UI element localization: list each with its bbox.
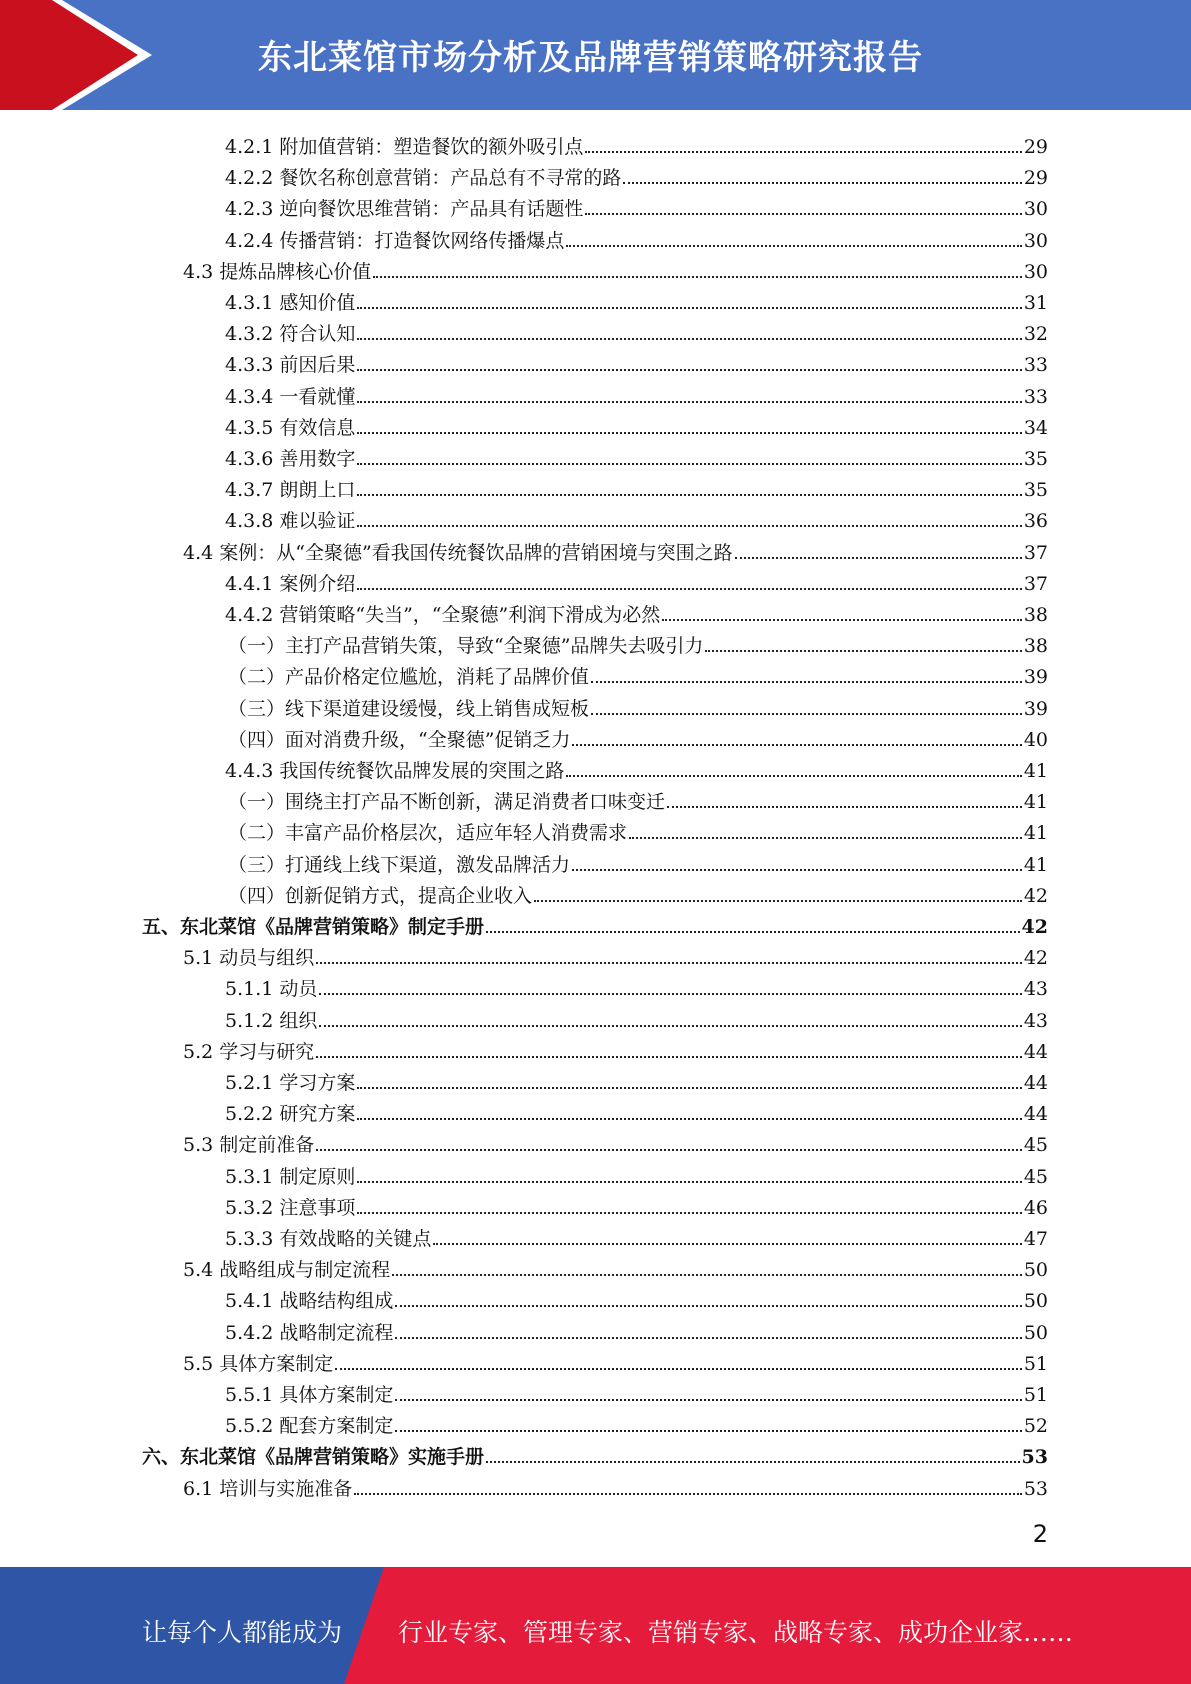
toc-dot-leader <box>373 276 1022 278</box>
toc-entry-label: 5.1.1 动员 <box>225 978 318 1001</box>
toc-entry-page: 39 <box>1023 697 1048 720</box>
toc-entry-page: 41 <box>1023 853 1048 876</box>
toc-dot-leader <box>705 650 1021 652</box>
toc-dot-leader <box>357 369 1021 371</box>
toc-entry[interactable] <box>225 127 1048 158</box>
toc-entry-page: 50 <box>1023 1321 1048 1344</box>
toc-entry-label: 4.3.3 前因后果 <box>225 354 356 377</box>
toc-entry-label: 4.3 提炼品牌核心价值 <box>183 260 372 283</box>
toc-entry-label: （四）创新促销方式，提高企业收入 <box>228 884 533 907</box>
toc-entry-page: 50 <box>1023 1259 1048 1282</box>
toc-entry-page: 37 <box>1023 572 1048 595</box>
footer-slogan-right: 行业专家、管理专家、营销专家、战略专家、成功企业家…… <box>398 1618 1074 1647</box>
toc-entry-page: 30 <box>1023 198 1048 221</box>
toc-entry-label: 4.3.1 感知价值 <box>225 292 356 314</box>
toc-dot-leader <box>572 869 1022 871</box>
toc-entry[interactable] <box>228 782 1048 813</box>
toc-entry[interactable] <box>228 845 1048 876</box>
toc-entry[interactable] <box>228 626 1048 657</box>
toc-entry[interactable] <box>142 907 1048 938</box>
toc-entry[interactable] <box>183 1125 1048 1156</box>
toc-entry-label: 5.5.1 具体方案制定 <box>225 1384 394 1406</box>
toc-entry[interactable] <box>183 1344 1048 1375</box>
toc-entry-page: 51 <box>1023 1352 1048 1375</box>
toc-entry-label: 4.4.1 案例介绍 <box>225 572 356 595</box>
toc-entry-page: 36 <box>1023 510 1048 533</box>
toc-entry-label: 4.3.8 难以验证 <box>225 510 356 533</box>
toc-entry-label: （三）线下渠道建设缓慢，线上销售成短板 <box>228 697 590 720</box>
report-title: 东北菜馆市场分析及品牌营销策略研究报告 <box>258 38 923 78</box>
page-footer <box>0 1567 1191 1684</box>
toc-entry-page: 33 <box>1023 354 1048 377</box>
toc-dot-leader <box>357 494 1021 496</box>
toc-entry-page: 41 <box>1023 760 1048 782</box>
toc-entry-label: （二）丰富产品价格层次，适应年轻人消费需求 <box>228 822 628 845</box>
toc-dot-leader <box>316 1149 1022 1151</box>
toc-entry-page: 38 <box>1023 635 1048 658</box>
toc-dot-leader <box>572 744 1021 746</box>
toc-entry-label: 5.5 具体方案制定 <box>183 1352 334 1375</box>
toc-entry-page: 34 <box>1023 416 1048 439</box>
toc-dot-leader <box>357 1212 1021 1214</box>
toc-entry-label: 五、东北菜馆《品牌营销策略》制定手册 <box>142 916 485 938</box>
toc-dot-leader <box>357 463 1021 465</box>
toc-entry-page: 35 <box>1023 448 1048 470</box>
toc-entry-page: 51 <box>1023 1384 1048 1406</box>
toc-dot-leader <box>395 1399 1021 1401</box>
toc-entry[interactable] <box>225 377 1048 408</box>
toc-dot-leader <box>357 307 1021 309</box>
toc-entry-page: 53 <box>1023 1477 1048 1500</box>
toc-entry-page: 35 <box>1023 479 1048 502</box>
toc-entry[interactable] <box>225 470 1048 501</box>
toc-entry-page: 42 <box>1023 947 1048 970</box>
toc-entry-page: 45 <box>1023 1134 1048 1157</box>
toc-entry[interactable] <box>225 751 1048 782</box>
toc-entry[interactable] <box>225 501 1048 532</box>
toc-entry-page: 38 <box>1023 604 1048 626</box>
toc-entry-label: 4.3.7 朗朗上口 <box>225 479 356 502</box>
toc-entry-label: （一）围绕主打产品不断创新，满足消费者口味变迁 <box>228 791 666 814</box>
toc-entry[interactable] <box>225 1313 1048 1344</box>
toc-entry-page: 39 <box>1023 666 1048 689</box>
toc-entry[interactable] <box>183 1469 1048 1500</box>
toc-entry[interactable] <box>225 221 1048 252</box>
toc-dot-leader <box>486 1461 1020 1463</box>
toc-entry-label: 5.1.2 组织 <box>225 1009 318 1032</box>
toc-dot-leader <box>662 619 1022 621</box>
toc-entry-page: 42 <box>1023 884 1048 907</box>
toc-entry-label: 4.2.4 传播营销：打造餐饮网络传播爆点 <box>225 229 565 252</box>
toc-dot-leader <box>357 338 1021 340</box>
toc-entry-label: 5.2.1 学习方案 <box>225 1072 356 1094</box>
toc-entry-page: 44 <box>1023 1072 1048 1094</box>
toc-entry-label: 5.4 战略组成与制定流程 <box>183 1259 391 1282</box>
toc-entry[interactable] <box>183 252 1048 283</box>
toc-dot-leader <box>335 1368 1022 1370</box>
red-arrow-decoration <box>0 0 160 110</box>
toc-entry[interactable] <box>225 1219 1048 1250</box>
toc-dot-leader <box>629 837 1022 839</box>
toc-entry[interactable] <box>228 689 1048 720</box>
toc-entry[interactable] <box>228 813 1048 844</box>
page-number: 2 <box>1032 1520 1048 1548</box>
toc-dot-leader <box>585 213 1021 215</box>
toc-dot-leader <box>392 1274 1022 1276</box>
toc-entry-label: 六、东北菜馆《品牌营销策略》实施手册 <box>142 1446 485 1469</box>
toc-entry-label: 4.3.4 一看就懂 <box>225 385 356 408</box>
toc-entry-page: 41 <box>1023 822 1048 845</box>
toc-entry-label: 4.3.5 有效信息 <box>225 416 356 439</box>
toc-entry-label: 5.3 制定前准备 <box>183 1134 315 1157</box>
toc-entry[interactable] <box>225 189 1048 220</box>
toc-entry-label: 5.4.2 战略制定流程 <box>225 1321 394 1344</box>
toc-entry[interactable] <box>228 657 1048 688</box>
toc-entry[interactable] <box>225 1094 1048 1125</box>
toc-dot-leader <box>585 151 1021 153</box>
toc-entry-label: 4.4.2 营销策略“失当”，“全聚德”利润下滑成为必然 <box>225 604 661 626</box>
toc-entry-page: 29 <box>1023 136 1048 158</box>
toc-dot-leader <box>395 1430 1021 1432</box>
toc-entry-label: 4.2.3 逆向餐饮思维营销：产品具有话题性 <box>225 198 584 221</box>
toc-entry[interactable] <box>225 1063 1048 1094</box>
toc-entry[interactable] <box>225 439 1048 470</box>
toc-entry[interactable] <box>228 720 1048 751</box>
toc-entry-page: 42 <box>1021 916 1048 938</box>
toc-entry[interactable] <box>225 283 1048 314</box>
toc-dot-leader <box>566 245 1021 247</box>
toc-entry-page: 32 <box>1023 323 1048 346</box>
toc-entry[interactable] <box>225 345 1048 376</box>
toc-dot-leader <box>357 588 1021 590</box>
toc-entry-page: 41 <box>1023 791 1048 814</box>
toc-entry[interactable] <box>225 1188 1048 1219</box>
toc-dot-leader <box>395 1305 1021 1307</box>
toc-entry-label: 4.2.2 餐饮名称创意营销：产品总有不寻常的路 <box>225 167 622 190</box>
page-header <box>0 0 1191 110</box>
toc-entry-page: 50 <box>1023 1290 1048 1313</box>
toc-dot-leader <box>357 525 1021 527</box>
toc-entry[interactable] <box>225 408 1048 439</box>
toc-dot-leader <box>486 931 1020 933</box>
toc-dot-leader <box>667 806 1022 808</box>
toc-dot-leader <box>316 1056 1022 1058</box>
toc-entry-page: 33 <box>1023 385 1048 408</box>
toc-entry[interactable] <box>225 1406 1048 1437</box>
toc-entry-page: 43 <box>1023 1009 1048 1032</box>
toc-entry-page: 37 <box>1023 541 1048 564</box>
toc-entry[interactable] <box>225 314 1048 345</box>
toc-entry[interactable] <box>183 533 1048 564</box>
toc-entry-label: 5.1 动员与组织 <box>183 947 315 970</box>
toc-entry-label: 4.3.6 善用数字 <box>225 448 356 470</box>
toc-dot-leader <box>623 182 1021 184</box>
toc-entry[interactable] <box>183 938 1048 969</box>
toc-entry-page: 30 <box>1023 260 1048 283</box>
toc-entry-page: 44 <box>1023 1040 1048 1063</box>
toc-entry-label: 4.4 案例：从“全聚德”看我国传统餐饮品牌的营销困境与突围之路 <box>183 541 733 564</box>
toc-entry-label: 5.3.3 有效战略的关键点 <box>225 1228 432 1250</box>
toc-entry-page: 43 <box>1023 978 1048 1001</box>
toc-entry[interactable] <box>225 1281 1048 1312</box>
footer-slogan-left: 让每个人都能成为 <box>142 1618 343 1647</box>
toc-entry-label: 5.4.1 战略结构组成 <box>225 1290 394 1313</box>
toc-entry[interactable] <box>228 876 1048 907</box>
toc-entry-page: 47 <box>1023 1228 1048 1250</box>
toc-dot-leader <box>433 1243 1021 1245</box>
toc-entry[interactable] <box>183 1032 1048 1063</box>
toc-entry-page: 53 <box>1021 1446 1048 1469</box>
toc-dot-leader <box>735 557 1022 559</box>
toc-entry-page: 30 <box>1023 229 1048 252</box>
toc-dot-leader <box>591 713 1022 715</box>
toc-entry[interactable] <box>225 1375 1048 1406</box>
toc-dot-leader <box>591 681 1022 683</box>
toc-entry[interactable] <box>183 1250 1048 1281</box>
toc-entry-page: 31 <box>1023 292 1048 314</box>
toc-entry[interactable] <box>225 595 1048 626</box>
toc-entry-page: 40 <box>1023 728 1048 751</box>
toc-entry-label: 5.3.2 注意事项 <box>225 1196 356 1219</box>
toc-entry-label: 5.2.2 研究方案 <box>225 1103 356 1126</box>
toc-entry-label: 4.2.1 附加值营销：塑造餐饮的额外吸引点 <box>225 136 584 158</box>
toc-entry-label: 5.3.1 制定原则 <box>225 1165 356 1188</box>
toc-entry-label: 4.3.2 符合认知 <box>225 323 356 346</box>
toc-entry-label: （四）面对消费升级，“全聚德”促销乏力 <box>228 728 571 751</box>
toc-dot-leader <box>319 1025 1021 1027</box>
toc-entry[interactable] <box>225 158 1048 189</box>
toc-entry[interactable] <box>225 1001 1048 1032</box>
toc-dot-leader <box>534 900 1022 902</box>
toc-dot-leader <box>566 775 1021 777</box>
toc-entry-label: （一）主打产品营销失策，导致“全聚德”品牌失去吸引力 <box>228 635 704 658</box>
toc-entry-label: 5.5.2 配套方案制定 <box>225 1415 394 1438</box>
toc-dot-leader <box>357 1181 1021 1183</box>
toc-dot-leader <box>357 401 1021 403</box>
toc-dot-leader <box>357 1087 1021 1089</box>
toc-entry-page: 44 <box>1023 1103 1048 1126</box>
toc-entry-label: （二）产品价格定位尴尬，消耗了品牌价值 <box>228 666 590 689</box>
toc-entry[interactable] <box>225 564 1048 595</box>
toc-dot-leader <box>354 1493 1022 1495</box>
toc-entry[interactable] <box>225 1157 1048 1188</box>
toc-entry[interactable] <box>142 1437 1048 1468</box>
toc-dot-leader <box>357 432 1021 434</box>
toc-entry[interactable] <box>225 969 1048 1000</box>
toc-entry-label: 5.2 学习与研究 <box>183 1040 315 1063</box>
toc-entry-label: 6.1 培训与实施准备 <box>183 1477 353 1500</box>
toc-dot-leader <box>357 1118 1021 1120</box>
toc-entry-page: 29 <box>1023 167 1048 190</box>
toc-entry-page: 45 <box>1023 1165 1048 1188</box>
toc-entry-page: 46 <box>1023 1196 1048 1219</box>
toc-entry-label: 4.4.3 我国传统餐饮品牌发展的突围之路 <box>225 760 565 782</box>
toc-entry-label: （三）打通线上线下渠道，激发品牌活力 <box>228 853 571 876</box>
toc-dot-leader <box>316 962 1022 964</box>
toc-dot-leader <box>395 1337 1021 1339</box>
toc-entry-page: 52 <box>1023 1415 1048 1438</box>
toc-dot-leader <box>319 993 1021 995</box>
